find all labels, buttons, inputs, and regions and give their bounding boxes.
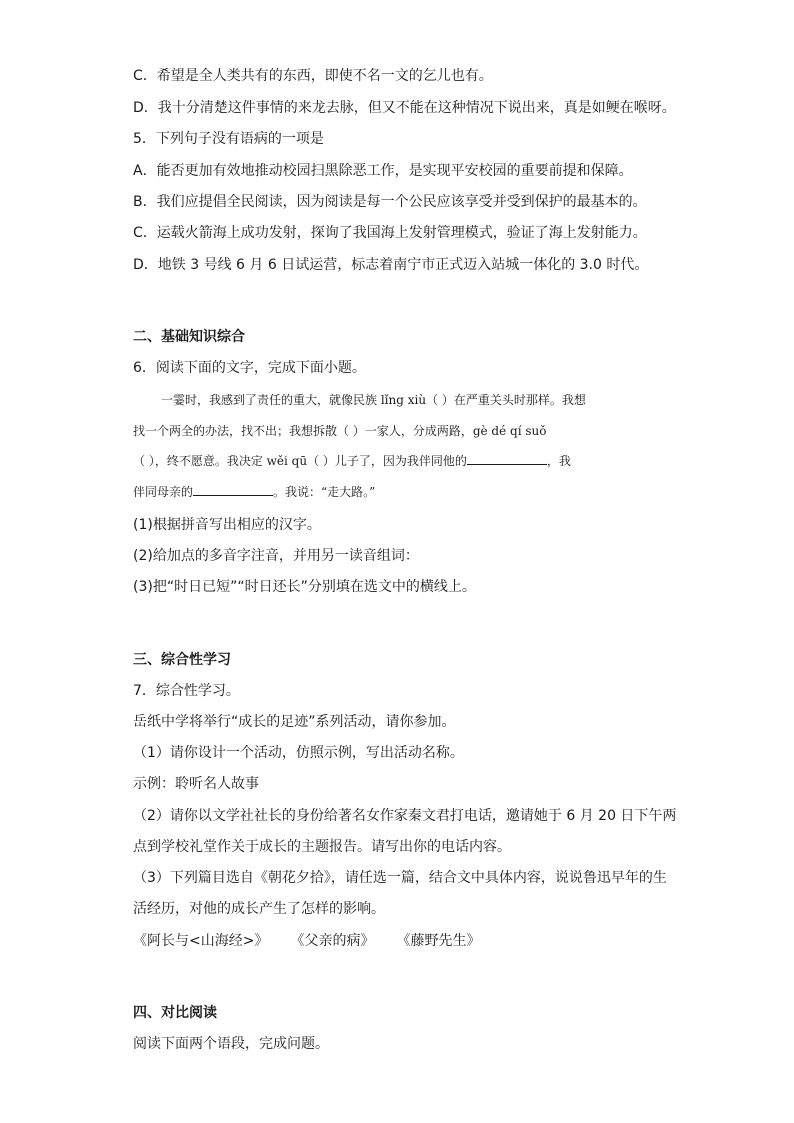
q4-option-d: D．我十分清楚这件事情的来龙去脉，但又不能在这种情况下说出来，真是如鲠在喉呀。 (133, 100, 676, 116)
q7-example: 示例：聆听名人故事 (133, 776, 259, 792)
section4-heading: 四、对比阅读 (133, 1005, 217, 1021)
title-1: 《阿长与<山海经>》 (133, 933, 269, 949)
passage-line-2: 找一个两全的办法，找不出；我想拆散（ ）一家人，分成两路，gè dé qí suǒ (133, 424, 547, 438)
section4-intro: 阅读下面两个语段，完成问题。 (133, 1036, 329, 1052)
q6-sub2: (2)给加点的多音字注音，并用另一读音组词： (133, 548, 419, 564)
q6-stem: 6．阅读下面的文字，完成下面小题。 (133, 360, 366, 376)
q7-part1: （1）请你设计一个活动，仿照示例，写出活动名称。 (133, 745, 464, 761)
passage-line-3-text: （ ），终不愿意。我决定 wěi qū（ ）儿子了，因为我伴同他的 (133, 454, 467, 468)
q6-sub1: (1)根据拼音写出相应的汉字。 (133, 517, 321, 533)
passage-line-3 (133, 452, 665, 470)
section2-heading: 二、基础知识综合 (133, 329, 245, 345)
passage-line-4-tail: 。我说：“走大路。” (273, 485, 376, 499)
q7-intro: 岳纸中学将举行“成长的足迹”系列活动，请你参加。 (133, 714, 456, 730)
section3-heading: 三、综合性学习 (133, 652, 231, 668)
q5-option-a: A．能否更加有效地推动校园扫黑除恶工作，是实现平安校园的重要前提和保障。 (133, 163, 633, 179)
q7-part3-line2: 活经历，对他的成长产生了怎样的影响。 (133, 901, 385, 917)
answer-blank-1[interactable] (467, 452, 547, 465)
q7-stem: 7．综合性学习。 (133, 683, 240, 699)
q5-option-c: C．运载火箭海上成功发射，探询了我国海上发射管理模式，验证了海上发射能力。 (133, 225, 647, 241)
q5-option-b: B．我们应提倡全民阅读，因为阅读是每一个公民应该享受并受到保护的最基本的。 (133, 194, 647, 210)
book-titles (133, 931, 704, 951)
passage-line-4-text: 伴同母亲的 (133, 485, 194, 499)
q6-sub3: (3)把“时日已短”“时日还长”分别填在选文中的横线上。 (133, 579, 476, 595)
q4-option-c: C．希望是全人类共有的东西，即使不名一文的乞儿也有。 (133, 68, 493, 84)
passage-line-4 (133, 483, 665, 501)
q7-part2-line1: （2）请你以文学社社长的身份给著名女作家秦文君打电话，邀请她于 6 月 20 日下午两 (133, 808, 677, 824)
q7-part3-line1: （3）下列篇目选自《朝花夕拾》，请任选一篇，结合文中具体内容，说说鲁迅早年的生 (133, 870, 667, 886)
q5-stem: 5．下列句子没有语病的一项是 (133, 131, 324, 147)
title-2: 《父亲的病》 (290, 933, 375, 949)
passage-line-1: 一霎时，我感到了责任的重大，就像民族 lǐng xiù（ ）在严重关头时那样。我想 (161, 393, 586, 407)
q5-option-d: D．地铁 3 号线 6 月 6 日试运营，标志着南宁市正式迈入站城一体化的 3.0 时代。 (133, 257, 649, 273)
q7-part2-line2: 点到学校礼堂作关于成长的主题报告。请写出你的电话内容。 (133, 839, 511, 855)
title-3: 《藤野先生》 (396, 933, 481, 949)
answer-blank-2[interactable] (193, 483, 273, 496)
passage-line-3-tail: ，我 (546, 454, 571, 468)
